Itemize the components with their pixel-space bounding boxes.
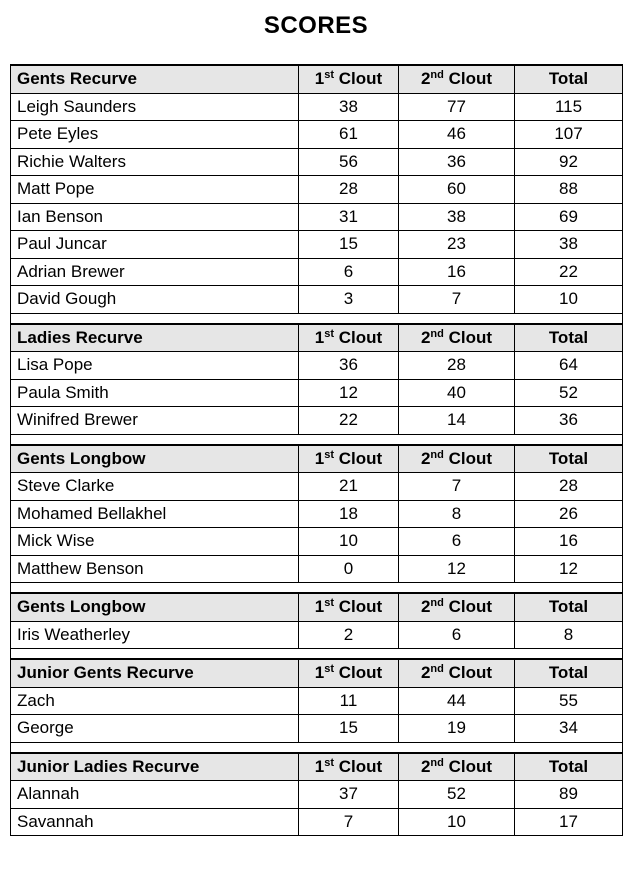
- table-row: [11, 203, 623, 231]
- table-row: [11, 407, 623, 435]
- category-name: Gents Longbow: [11, 593, 299, 621]
- archer-name: Steve Clarke: [11, 473, 299, 501]
- second-clout-score: 12: [399, 555, 515, 583]
- second-clout-header: [399, 324, 515, 352]
- category-header-row: [11, 324, 623, 352]
- total-score: 89: [515, 781, 623, 809]
- second-clout-score: 52: [399, 781, 515, 809]
- table-row: [11, 621, 623, 649]
- category-header-row: [11, 65, 623, 93]
- total-score: 69: [515, 203, 623, 231]
- ordinal-number: 1: [314, 663, 325, 683]
- second-clout-score: 19: [399, 715, 515, 743]
- archer-name: Matthew Benson: [11, 555, 299, 583]
- ordinal-number: 1: [314, 597, 325, 617]
- spacer-cell: [11, 649, 623, 660]
- ordinal-suffix: nd: [430, 663, 444, 676]
- ordinal-suffix: st: [324, 597, 335, 610]
- second-clout-score: 10: [399, 808, 515, 836]
- first-clout-score: 2: [299, 621, 399, 649]
- total-score: 10: [515, 286, 623, 314]
- total-header: Total: [515, 593, 623, 621]
- table-row: [11, 231, 623, 259]
- ordinal-suffix: st: [324, 663, 335, 676]
- second-clout-score: 23: [399, 231, 515, 259]
- ordinal-suffix: nd: [430, 327, 444, 340]
- ordinal-number: 2: [420, 69, 431, 89]
- second-clout-score: 77: [399, 93, 515, 121]
- first-clout-score: 28: [299, 176, 399, 204]
- first-clout-score: 31: [299, 203, 399, 231]
- second-clout-score: 6: [399, 528, 515, 556]
- first-clout-score: 38: [299, 93, 399, 121]
- archer-name: Alannah: [11, 781, 299, 809]
- archer-name: Mohamed Bellakhel: [11, 500, 299, 528]
- archer-name: Savannah: [11, 808, 299, 836]
- clout-word: Clout: [443, 756, 493, 776]
- category-name: Gents Recurve: [11, 65, 299, 93]
- second-clout-score: 8: [399, 500, 515, 528]
- total-score: 8: [515, 621, 623, 649]
- table-row: [11, 148, 623, 176]
- group-spacer: [11, 313, 623, 324]
- first-clout-header: [299, 593, 399, 621]
- second-clout-score: 60: [399, 176, 515, 204]
- category-name: Ladies Recurve: [11, 324, 299, 352]
- ordinal-suffix: nd: [430, 448, 444, 461]
- second-clout-score: 46: [399, 121, 515, 149]
- table-row: [11, 808, 623, 836]
- spacer-cell: [11, 434, 623, 445]
- second-clout-score: 38: [399, 203, 515, 231]
- total-score: 28: [515, 473, 623, 501]
- total-score: 92: [515, 148, 623, 176]
- total-score: 22: [515, 258, 623, 286]
- table-row: [11, 500, 623, 528]
- first-clout-score: 3: [299, 286, 399, 314]
- ordinal-suffix: st: [324, 327, 335, 340]
- ordinal-suffix: st: [324, 756, 335, 769]
- scores-table: [10, 64, 623, 836]
- table-row: [11, 781, 623, 809]
- category-header-row: [11, 593, 623, 621]
- ordinal-number: 2: [420, 448, 431, 468]
- ordinal-number: 2: [420, 756, 431, 776]
- second-clout-score: 36: [399, 148, 515, 176]
- table-row: [11, 379, 623, 407]
- archer-name: George: [11, 715, 299, 743]
- clout-word: Clout: [443, 69, 493, 89]
- clout-word: Clout: [443, 663, 493, 683]
- ordinal-suffix: nd: [430, 69, 444, 82]
- group-spacer: [11, 742, 623, 753]
- first-clout-header: [299, 659, 399, 687]
- ordinal-number: 1: [314, 756, 325, 776]
- clout-word: Clout: [334, 597, 383, 617]
- total-score: 36: [515, 407, 623, 435]
- first-clout-header: [299, 445, 399, 473]
- table-row: [11, 258, 623, 286]
- first-clout-score: 61: [299, 121, 399, 149]
- total-header: Total: [515, 65, 623, 93]
- second-clout-score: 28: [399, 352, 515, 380]
- total-header: Total: [515, 753, 623, 781]
- total-score: 12: [515, 555, 623, 583]
- first-clout-score: 6: [299, 258, 399, 286]
- archer-name: Ian Benson: [11, 203, 299, 231]
- page-title: SCORES: [263, 12, 369, 39]
- total-score: 16: [515, 528, 623, 556]
- category-name: Gents Longbow: [11, 445, 299, 473]
- spacer-cell: [11, 583, 623, 594]
- archer-name: Adrian Brewer: [11, 258, 299, 286]
- category-header-row: [11, 445, 623, 473]
- first-clout-score: 0: [299, 555, 399, 583]
- table-row: [11, 555, 623, 583]
- total-score: 64: [515, 352, 623, 380]
- total-header: Total: [515, 659, 623, 687]
- group-spacer: [11, 434, 623, 445]
- total-header: Total: [515, 445, 623, 473]
- ordinal-suffix: nd: [430, 597, 444, 610]
- group-spacer: [11, 649, 623, 660]
- group-spacer: [11, 583, 623, 594]
- first-clout-score: 12: [299, 379, 399, 407]
- archer-name: Zach: [11, 687, 299, 715]
- first-clout-header: [299, 65, 399, 93]
- first-clout-score: 56: [299, 148, 399, 176]
- total-score: 55: [515, 687, 623, 715]
- category-header-row: [11, 659, 623, 687]
- spacer-cell: [11, 742, 623, 753]
- ordinal-number: 1: [314, 327, 325, 347]
- archer-name: Matt Pope: [11, 176, 299, 204]
- clout-word: Clout: [443, 448, 493, 468]
- archer-name: Iris Weatherley: [11, 621, 299, 649]
- table-row: [11, 286, 623, 314]
- second-clout-score: 7: [399, 286, 515, 314]
- table-row: [11, 687, 623, 715]
- ordinal-suffix: st: [324, 448, 335, 461]
- first-clout-score: 18: [299, 500, 399, 528]
- total-score: 34: [515, 715, 623, 743]
- clout-word: Clout: [334, 327, 383, 347]
- clout-word: Clout: [334, 756, 383, 776]
- clout-word: Clout: [443, 597, 493, 617]
- first-clout-score: 22: [299, 407, 399, 435]
- total-score: 26: [515, 500, 623, 528]
- archer-name: David Gough: [11, 286, 299, 314]
- archer-name: Lisa Pope: [11, 352, 299, 380]
- category-name: Junior Gents Recurve: [11, 659, 299, 687]
- table-row: [11, 93, 623, 121]
- ordinal-number: 2: [420, 663, 431, 683]
- category-header-row: [11, 753, 623, 781]
- scores-tables: [10, 64, 622, 836]
- ordinal-number: 2: [420, 327, 431, 347]
- category-name: Junior Ladies Recurve: [11, 753, 299, 781]
- total-score: 17: [515, 808, 623, 836]
- second-clout-score: 14: [399, 407, 515, 435]
- archer-name: Pete Eyles: [11, 121, 299, 149]
- clout-word: Clout: [334, 69, 383, 89]
- table-row: [11, 121, 623, 149]
- first-clout-score: 10: [299, 528, 399, 556]
- second-clout-score: 7: [399, 473, 515, 501]
- total-score: 52: [515, 379, 623, 407]
- archer-name: Mick Wise: [11, 528, 299, 556]
- archer-name: Leigh Saunders: [11, 93, 299, 121]
- first-clout-score: 15: [299, 715, 399, 743]
- table-row: [11, 176, 623, 204]
- archer-name: Paul Juncar: [11, 231, 299, 259]
- total-score: 107: [515, 121, 623, 149]
- archer-name: Winifred Brewer: [11, 407, 299, 435]
- first-clout-score: 11: [299, 687, 399, 715]
- second-clout-header: [399, 445, 515, 473]
- first-clout-header: [299, 324, 399, 352]
- table-row: [11, 352, 623, 380]
- second-clout-score: 44: [399, 687, 515, 715]
- second-clout-score: 16: [399, 258, 515, 286]
- spacer-cell: [11, 313, 623, 324]
- first-clout-score: 37: [299, 781, 399, 809]
- second-clout-score: 40: [399, 379, 515, 407]
- table-row: [11, 473, 623, 501]
- second-clout-header: [399, 593, 515, 621]
- first-clout-score: 36: [299, 352, 399, 380]
- clout-word: Clout: [443, 327, 493, 347]
- ordinal-number: 2: [420, 597, 431, 617]
- first-clout-score: 21: [299, 473, 399, 501]
- archer-name: Richie Walters: [11, 148, 299, 176]
- total-score: 38: [515, 231, 623, 259]
- ordinal-suffix: nd: [430, 756, 444, 769]
- total-score: 115: [515, 93, 623, 121]
- total-header: Total: [515, 324, 623, 352]
- first-clout-score: 15: [299, 231, 399, 259]
- second-clout-header: [399, 753, 515, 781]
- ordinal-number: 1: [314, 448, 325, 468]
- total-score: 88: [515, 176, 623, 204]
- table-row: [11, 715, 623, 743]
- second-clout-header: [399, 65, 515, 93]
- ordinal-suffix: st: [324, 69, 335, 82]
- first-clout-score: 7: [299, 808, 399, 836]
- first-clout-header: [299, 753, 399, 781]
- table-row: [11, 528, 623, 556]
- clout-word: Clout: [334, 663, 383, 683]
- ordinal-number: 1: [314, 69, 325, 89]
- clout-word: Clout: [334, 448, 383, 468]
- archer-name: Paula Smith: [11, 379, 299, 407]
- second-clout-header: [399, 659, 515, 687]
- second-clout-score: 6: [399, 621, 515, 649]
